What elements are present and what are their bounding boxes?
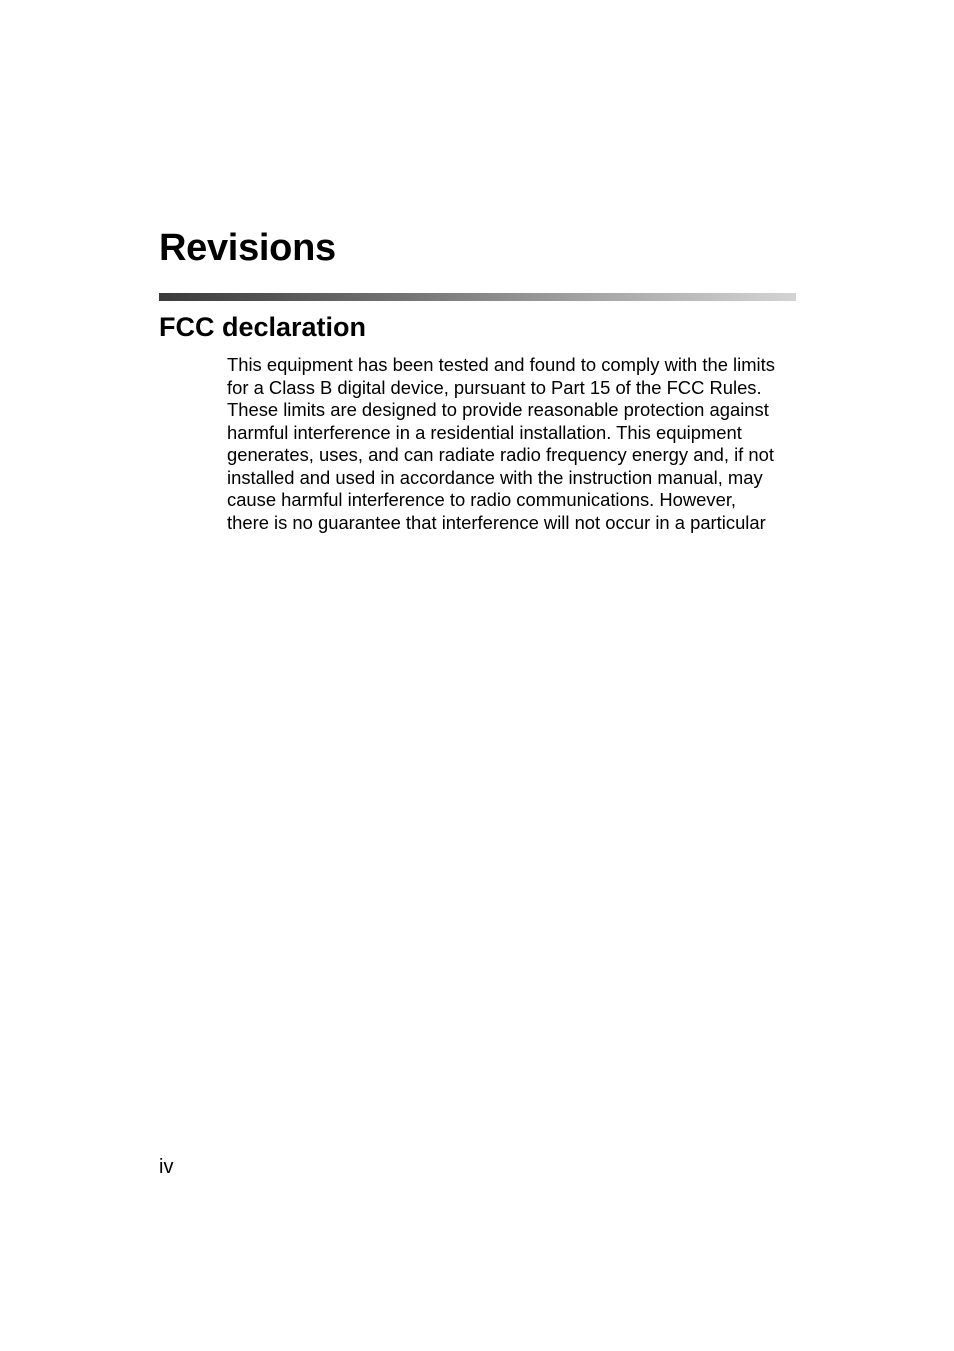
fcc-paragraph (227, 354, 799, 534)
paragraph-line: cause harmful interference to radio communications. However, (227, 489, 737, 510)
section-heading: FCC declaration (159, 312, 367, 342)
paragraph-line: These limits are designed to provide reasonable protection against (227, 399, 769, 420)
page-number: iv (159, 1156, 174, 1178)
paragraph-line: generates, uses, and can radiate radio frequency energy and, if not (227, 444, 774, 465)
paragraph-line: This equipment has been tested and found to comply with the limits (227, 354, 775, 375)
page-title: Revisions (159, 227, 336, 269)
title-divider (159, 293, 796, 301)
paragraph-line: installed and used in accordance with the instruction manual, may (227, 466, 763, 488)
paragraph-line: harmful interference in a residential installation. This equipment (227, 421, 742, 443)
paragraph-line: for a Class B digital device, pursuant to Part 15 of the FCC Rules. (227, 376, 762, 398)
paragraph-line: there is no guarantee that interference will not occur in a particular (227, 511, 766, 533)
